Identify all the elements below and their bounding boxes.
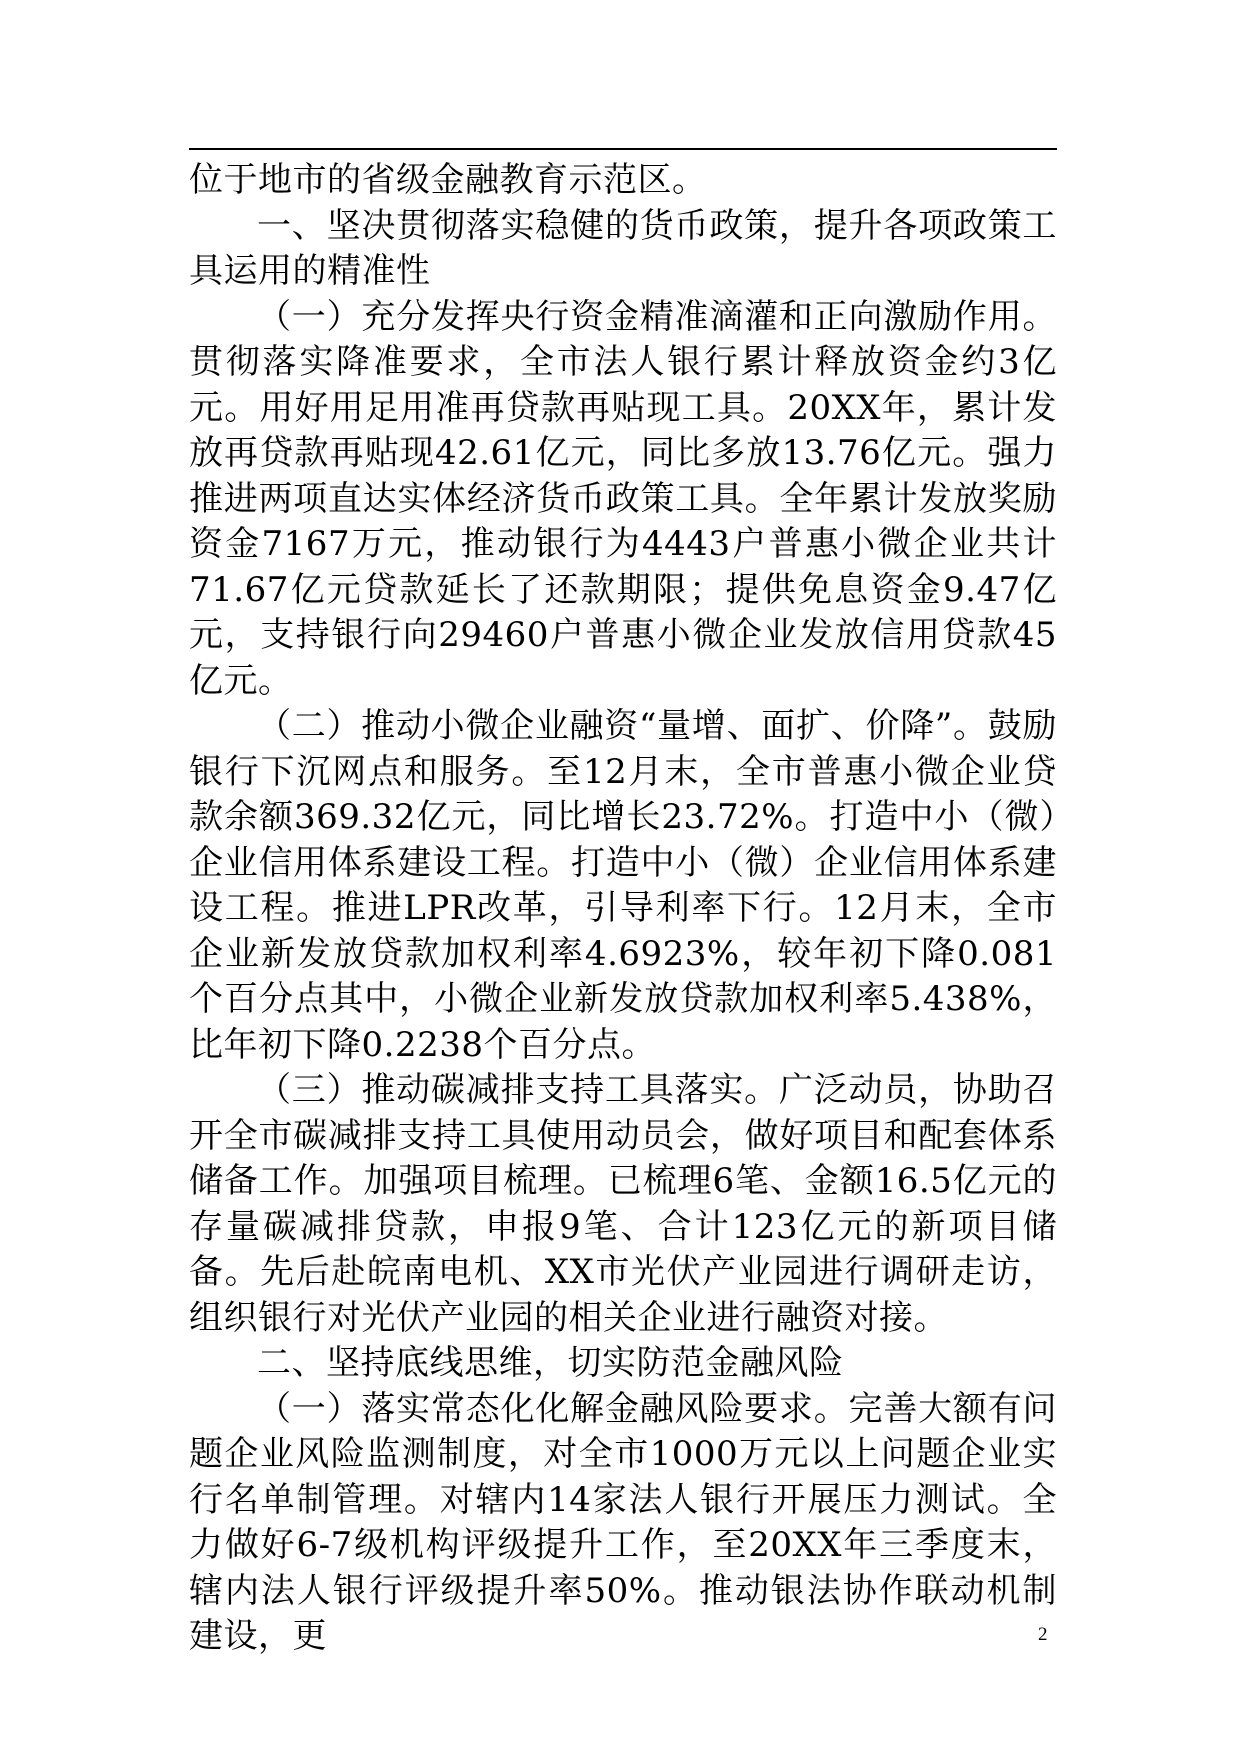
paragraph-2-1: （一）落实常态化化解金融风险要求。完善大额有问题企业风险监测制度，对全市1000万元以上问题企业实行名单制管理。对辖内14家法人银行开展压力测试。全力做好6-7级机构评级提升工作，至20XX年三季度末，辖内法人银行评级提升率50%。推动银法协作联动机制建设，更	[189, 1388, 1057, 1656]
document-body	[189, 158, 1057, 1660]
section-heading-1: 一、坚决贯彻落实稳健的货币政策，提升各项政策工具运用的精准性	[189, 205, 1057, 291]
section-heading-2: 二、坚持底线思维，切实防范金融风险	[257, 1343, 844, 1383]
paragraph-1-2: （二）推动小微企业融资“量增、面扩、价降”。鼓励银行下沉网点和服务。至12月末，全市普惠小微企业贷款余额369.32亿元，同比增长23.72%。打造中小（微）企业信用体系建设工程。打造中小（微）企业信用体系建设工程。推进LPR改革，引导利率下行。12月末，全市企业新发放贷款加权利率4.6923%，较年初下降0.081个百分点其中，小微企业新发放贷款加权利率5.438%，比年初下降0.2238个百分点。	[189, 706, 1057, 1065]
page-number: 2	[1038, 1624, 1048, 1645]
header-rule	[189, 148, 1057, 150]
paragraph-continuation: 位于地市的省级金融教育示范区。	[189, 160, 707, 200]
paragraph-1-3: （三）推动碳减排支持工具落实。广泛动员，协助召开全市碳减排支持工具使用动员会，做好项目和配套体系储备工作。加强项目梳理。已梳理6笔、金额16.5亿元的存量碳减排贷款，申报9笔、合计123亿元的新项目储备。先后赴皖南电机、XX市光伏产业园进行调研走访，组织银行对光伏产业园的相关企业进行融资对接。	[189, 1070, 1057, 1338]
paragraph-1-1: （一）充分发挥央行资金精准滴灌和正向激励作用。贯彻落实降准要求，全市法人银行累计释放资金约3亿元。用好用足用准再贷款再贴现工具。20XX年，累计发放再贷款再贴现42.61亿元，同比多放13.76亿元。强力推进两项直达实体经济货币政策工具。全年累计发放奖励资金7167万元，推动银行为4443户普惠小微企业共计71.67亿元贷款延长了还款期限；提供免息资金9.47亿元，支持银行向29460户普惠小微企业发放信用贷款45亿元。	[189, 296, 1057, 701]
